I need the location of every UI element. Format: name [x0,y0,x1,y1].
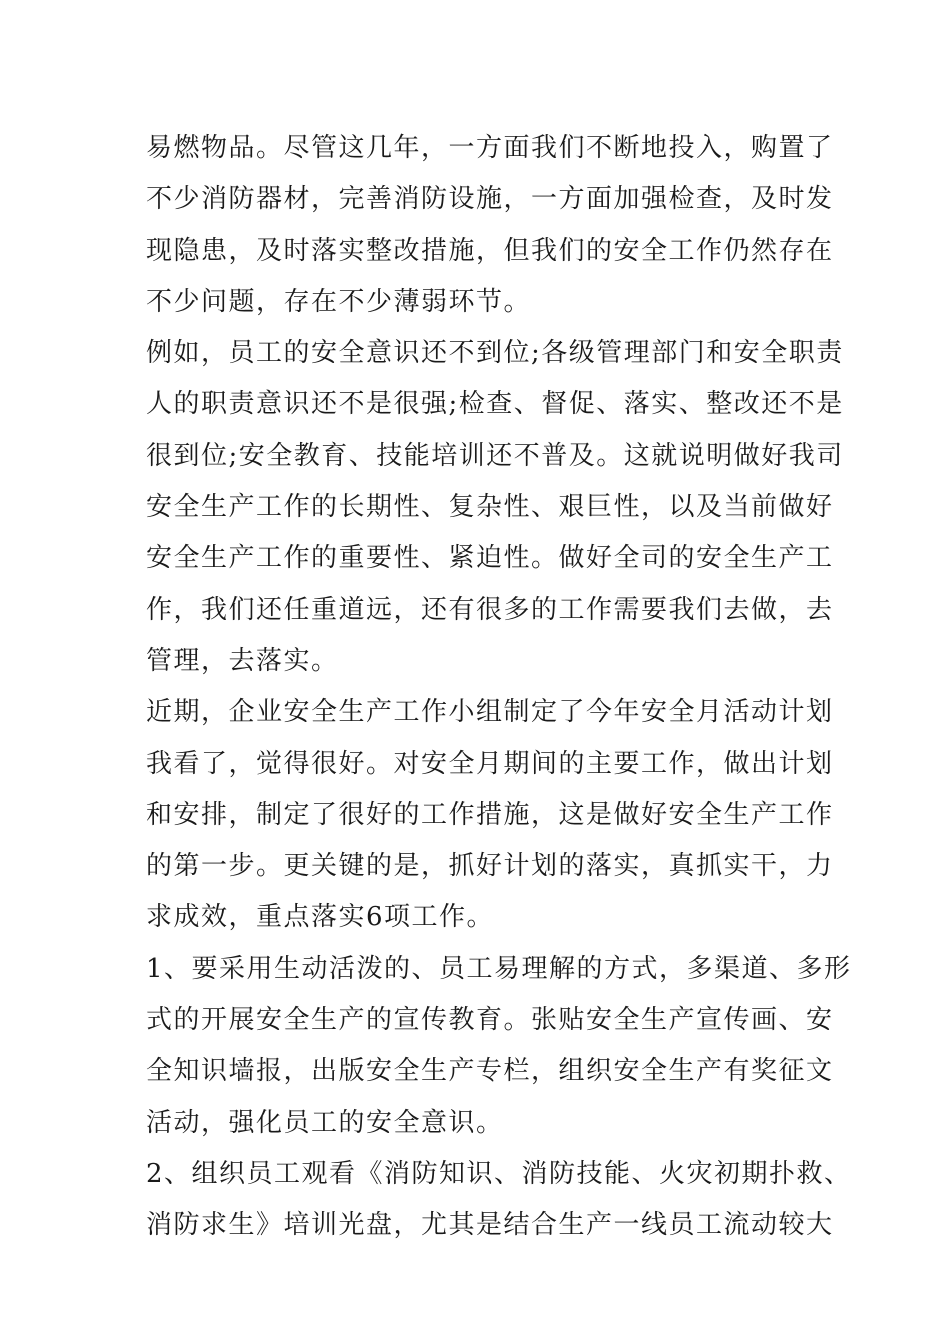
text-line: 消防求生》培训光盘，尤其是结合生产一线员工流动较大 [146,1210,834,1241]
text-line: 的第一步。更关键的是，抓好计划的落实，真抓实干，力 [146,851,834,882]
text-line: 求成效，重点落实6项工作。 [146,902,495,933]
text-line: 人的职责意识还不是很强;检查、督促、落实、整改还不是 [146,389,844,420]
text-line: 管理，去落实。 [146,645,339,676]
paragraph-2 [146,328,844,687]
text-line: 近期，企业安全生产工作小组制定了今年安全月活动计划 [146,697,834,728]
text-line: 全知识墙报，出版安全生产专栏，组织安全生产有奖征文 [146,1056,834,1087]
text-line: 和安排，制定了很好的工作措施，这是做好安全生产工作 [146,799,834,830]
paragraph-5 [146,1149,852,1252]
text-line: 我看了，觉得很好。对安全月期间的主要工作，做出计划 [146,748,834,779]
text-line: 作，我们还任重道远，还有很多的工作需要我们去做，去 [146,594,834,625]
paragraph-3 [146,687,834,943]
text-line: 安全生产工作的重要性、紧迫性。做好全司的安全生产工 [146,543,834,574]
text-line: 易燃物品。尽管这几年，一方面我们不断地投入，购置了 [146,133,834,163]
text-line: 不少消防器材，完善消防设施，一方面加强检查，及时发 [146,184,834,215]
document-body [146,123,852,1252]
text-line: 很到位;安全教育、技能培训还不普及。这就说明做好我司 [146,440,844,471]
text-line: 例如，员工的安全意识还不到位;各级管理部门和安全职责 [146,338,844,369]
text-line: 不少问题，存在不少薄弱环节。 [146,286,532,317]
text-line: 现隐患，及时落实整改措施，但我们的安全工作仍然存在 [146,235,834,266]
text-line: 式的开展安全生产的宣传教育。张贴安全生产宣传画、安 [146,1005,834,1036]
paragraph-1 [146,123,834,328]
text-line: 活动，强化员工的安全意识。 [146,1107,504,1138]
text-line: 2、组织员工观看《消防知识、消防技能、火灾初期扑救、 [146,1158,852,1189]
text-line: 安全生产工作的长期性、复杂性、艰巨性，以及当前做好 [146,492,834,523]
paragraph-4 [146,944,852,1149]
text-line: 1、要采用生动活泼的、员工易理解的方式，多渠道、多形 [146,953,852,984]
